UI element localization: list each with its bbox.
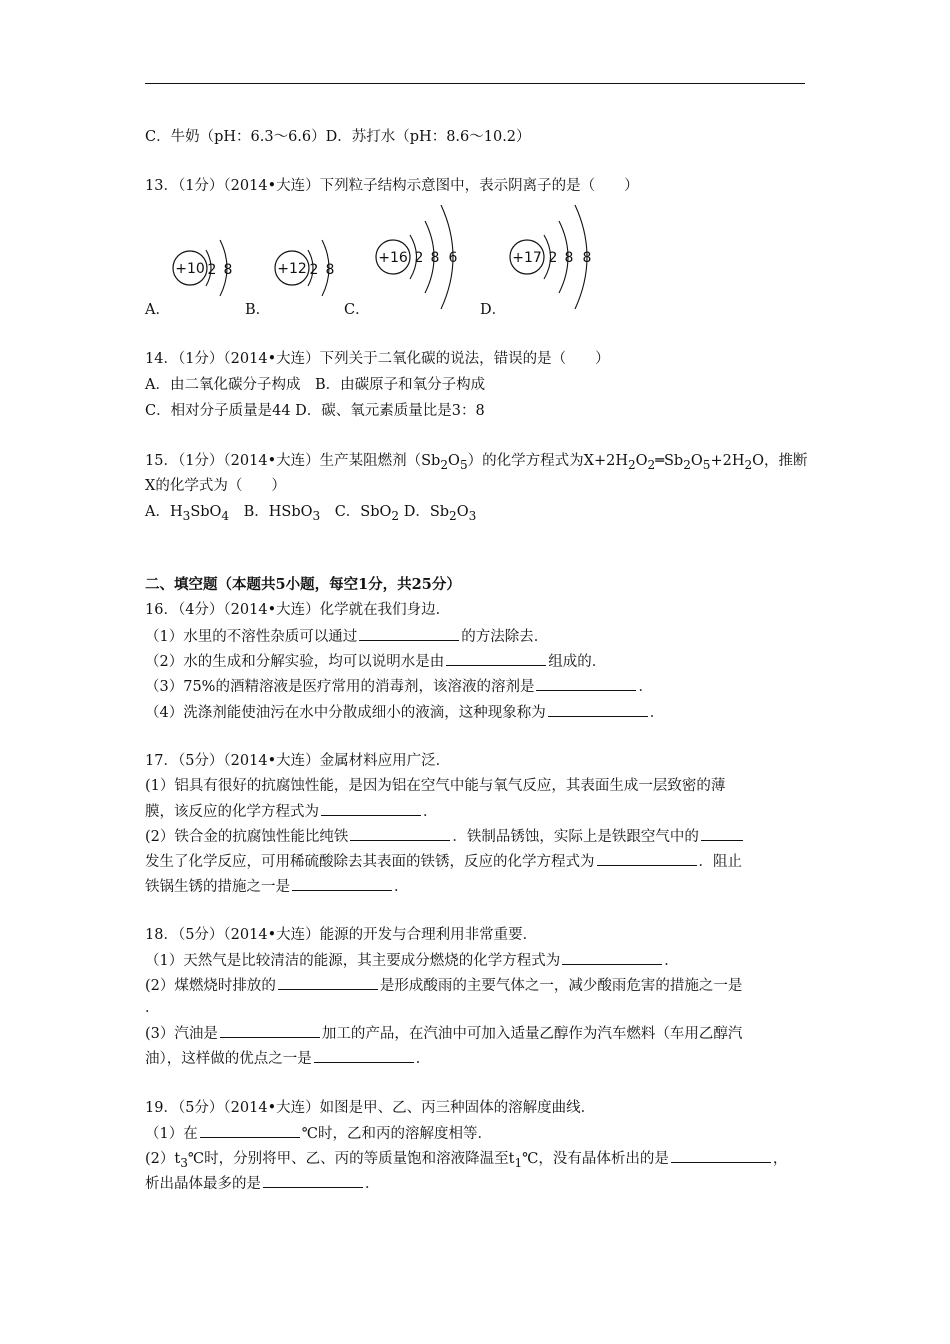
q16-part2: （2）水的生成和分解实验，均可以说明水是由 组成的． [145,651,606,672]
answer-blank[interactable] [321,801,421,816]
answer-blank[interactable] [446,651,546,666]
atom-diagram-a [170,228,250,308]
answer-blank[interactable] [562,950,662,965]
answer-blank[interactable] [263,1173,363,1188]
answer-blank[interactable] [548,702,648,717]
answer-blank[interactable] [536,676,636,691]
electron-count: 2 [548,250,558,266]
electron-count: 2 [309,262,319,278]
atom-diagram-c [373,195,483,315]
q18-part2: (2）煤燃烧时排放的 是形成酸雨的主要气体之一，减少酸雨危害的措施之一是 [145,975,742,996]
atom-diagram-d [507,195,617,315]
q18-part3-cont: 油），这样做的优点之一是 ． [145,1048,430,1069]
electron-count: 8 [564,250,574,266]
answer-blank[interactable] [671,1148,771,1163]
q18-stem: 18．（5分）（2014•大连）能源的开发与合理利用非常重要． [145,927,538,943]
q12-options-cd: C．牛奶（pH：6.3～6.6）D．苏打水（pH：8.6～10.2） [145,129,531,145]
answer-blank[interactable] [701,826,743,841]
q19-stem: 19．（5分）（2014•大连）如图是甲、乙、丙三种固体的溶解度曲线． [145,1100,596,1116]
q13-option-b-label: B． [245,302,271,318]
q18-part2-end: ． [145,1000,160,1016]
answer-blank[interactable] [278,975,378,990]
q17-part2-end: 铁锅生锈的措施之一是 ． [145,876,409,897]
electron-count: 8 [325,262,335,278]
answer-blank[interactable] [359,626,459,641]
electron-count: 8 [223,262,233,278]
q16-stem: 16．（4分）（2014•大连）化学就在我们身边． [145,602,451,618]
q14-options-ab: A．由二氧化碳分子构成 B．由碳原子和氧分子构成 [145,377,486,393]
q15-stem-line2: X的化学式为（ ） [145,478,286,494]
nucleus-charge: +12 [277,261,307,277]
q14-stem: 14．（1分）（2014•大连）下列关于二氧化碳的说法，错误的是（ ） [145,351,610,367]
q18-part3: (3）汽油是 加工的产品，在汽油中可加入适量乙醇作为汽车燃料（车用乙醇汽 [145,1023,742,1044]
q19-part2: $(2)t_3℃$时，分别将甲、乙、丙的等质量饱和溶液降温至$t_1℃$，没有晶体析出的是 ， [145,1148,787,1173]
answer-blank[interactable] [200,1123,300,1138]
section-2-heading: 二、填空题（本题共5小题，每空1分，共25分） [145,576,461,593]
answer-blank[interactable] [350,826,450,841]
q15-options: A．$H_3SbO_4$ B．HSbO$_3$ C．SbO$_2$ D．$Sb_2O_3$ [145,504,477,523]
atom-diagram-b [272,228,352,308]
q13-stem: 13．（1分）（2014•大连）下列粒子结构示意图中，表示阴离子的是（ ） [145,178,639,194]
q16-part1: （1）水里的不溶性杂质可以通过 的方法除去． [145,626,548,647]
q16-part3: （3）75%的酒精溶液是医疗常用的消毒剂，该溶液的溶剂是 ． [145,676,653,697]
q13-option-d-label: D． [480,302,507,318]
answer-blank[interactable] [292,876,392,891]
q15-stem: 15．（1分）（2014•大连）生产某阻燃剂$(Sb_2O_5)$的化学方程式为$X+2H_2O_2═Sb_2O_5+2H_2O$，推断 [145,453,808,472]
q17-part2: (2）铁合金的抗腐蚀性能比纯铁 ．铁制品锈蚀，实际上是铁跟空气中的 [145,826,745,847]
electron-count: 8 [582,250,592,266]
nucleus-charge: +17 [512,250,542,266]
electron-count: 2 [414,250,424,266]
electron-count: 6 [448,250,458,266]
q13-option-c-label: C． [344,302,370,318]
header-rule [145,83,805,84]
electron-count: 8 [430,250,440,266]
electron-count: 2 [207,262,217,278]
q18-part1: （1）天然气是比较清洁的能源，其主要成分燃烧的化学方程式为 ． [145,950,679,971]
q13-option-a-label: A． [145,302,170,318]
answer-blank[interactable] [314,1048,414,1063]
q17-part1: (1）铝具有很好的抗腐蚀性能，是因为铝在空气中能与氧气反应，其表面生成一层致密的薄 [145,778,726,794]
q19-part3: 析出晶体最多的是 ． [145,1173,380,1194]
nucleus-charge: +16 [378,250,408,266]
q16-part4: （4）洗涤剂能使油污在水中分散成细小的液滴，这种现象称为 ． [145,702,664,723]
q17-stem: 17．（5分）（2014•大连）金属材料应用广泛． [145,753,451,769]
nucleus-charge: +10 [175,261,205,277]
q17-part1-cont: 膜，该反应的化学方程式为 ． [145,801,438,822]
answer-blank[interactable] [597,851,697,866]
q19-part1: （1）在 ℃时，乙和丙的溶解度相等． [145,1123,492,1144]
q14-options-cd: C．相对分子质量是44 D．碳、氧元素质量比是3：8 [145,403,485,419]
q17-part2-cont: 发生了化学反应，可用稀硫酸除去其表面的铁锈，反应的化学方程式为 ．阻止 [145,851,742,872]
answer-blank[interactable] [220,1023,320,1038]
